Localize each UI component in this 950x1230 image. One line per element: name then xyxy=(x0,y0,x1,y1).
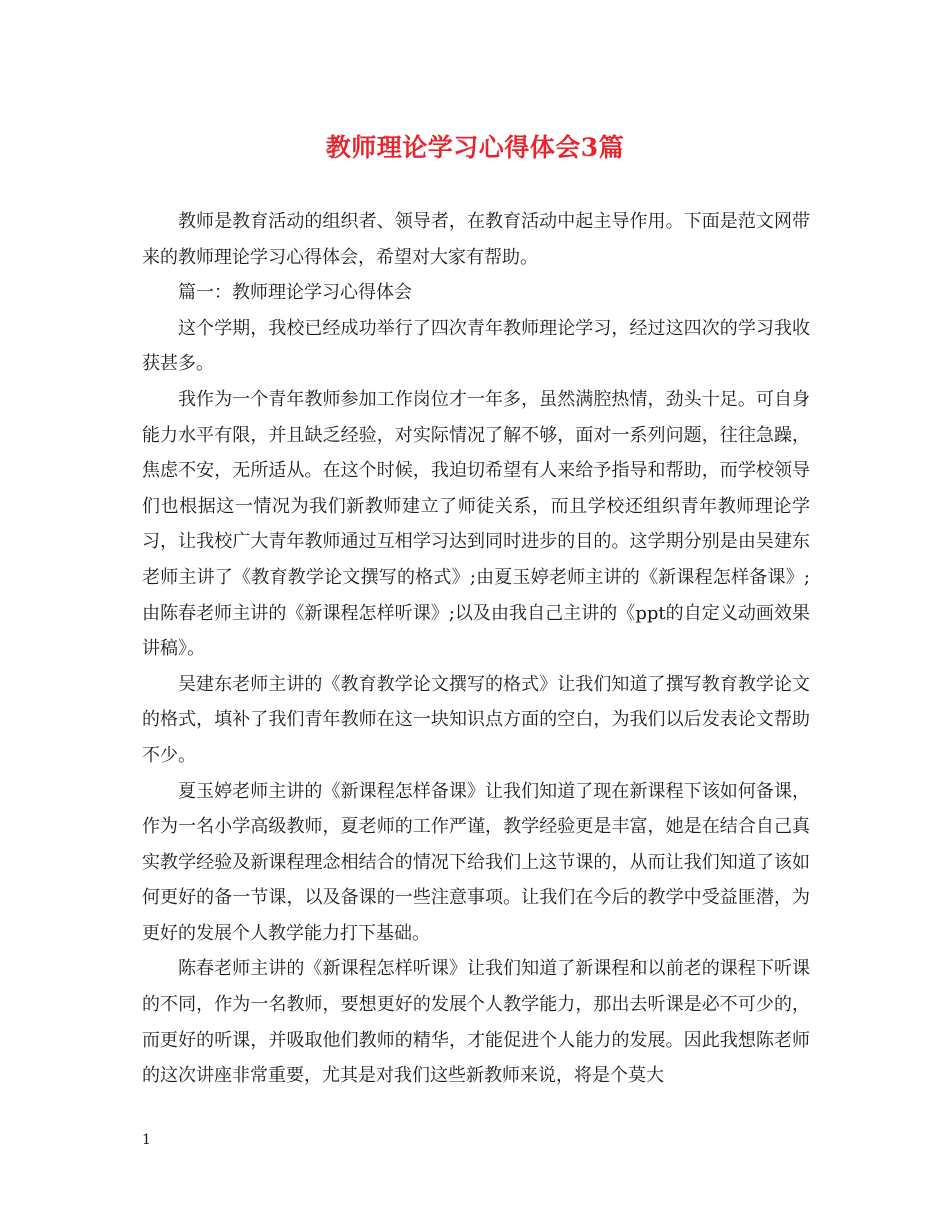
paragraph: 夏玉婷老师主讲的《新课程怎样备课》让我们知道了现在新课程下该如何备课，作为一名小学高级教师，夏老师的工作严谨，教学经验更是丰富，她是在结合自己真实教学经验及新课程理念相结合的情况下给我们上这节课的，从而让我们知道了该如何更好的备一节课，以及备课的一些注意事项。让我们在今后的教学中受益匪潜，为更好的发展个人教学能力打下基础。 xyxy=(142,780,810,944)
paragraph: 我作为一个青年教师参加工作岗位才一年多，虽然满腔热情，劲头十足。可自身能力水平有限，并且缺乏经验，对实际情况了解不够，面对一系列问题，往往急躁，焦虑不安，无所适从。在这个时候，我迫切希望有人来给予指导和帮助，而学校领导们也根据这一情况为我们新教师建立了师徒关系，而且学校还组织青年教师理论学习，让我校广大青年教师通过互相学习达到同时进步的目的。这学期分别是由吴建东老师主讲了《教育教学论文撰写的格式》;由夏玉婷老师主讲的《新课程怎样备课》;由陈春老师主讲的《新课程怎样听课》;以及由我自己主讲的《ppt的自定义动画效果讲稿》。 xyxy=(142,388,810,660)
document-body xyxy=(142,204,810,1094)
paragraph-intro: 教师是教育活动的组织者、领导者，在教育活动中起主导作用。下面是范文网带来的教师理论学习心得体会，希望对大家有帮助。 xyxy=(142,211,810,268)
paragraph: 陈春老师主讲的《新课程怎样听课》让我们知道了新课程和以前老的课程下听课的不同，作为一名教师，要想更好的发展个人教学能力，那出去听课是必不可少的，而更好的听课，并吸取他们教师的精华，才能促进个人能力的发展。因此我想陈老师的这次讲座非常重要，尤其是对我们这些新教师来说，将是个莫大 xyxy=(142,958,810,1087)
page-number: 1 xyxy=(142,1132,151,1148)
paragraph: 这个学期，我校已经成功举行了四次青年教师理论学习，经过这四次的学习我收获甚多。 xyxy=(142,317,810,375)
paragraph: 吴建东老师主讲的《教育教学论文撰写的格式》让我们知道了撰写教育教学论文的格式，填补了我们青年教师在这一块知识点方面的空白，为我们以后发表论文帮助不少。 xyxy=(142,673,810,766)
section-heading: 篇一：教师理论学习心得体会 xyxy=(178,282,412,304)
document-title: 教师理论学习心得体会3篇 xyxy=(325,133,625,162)
